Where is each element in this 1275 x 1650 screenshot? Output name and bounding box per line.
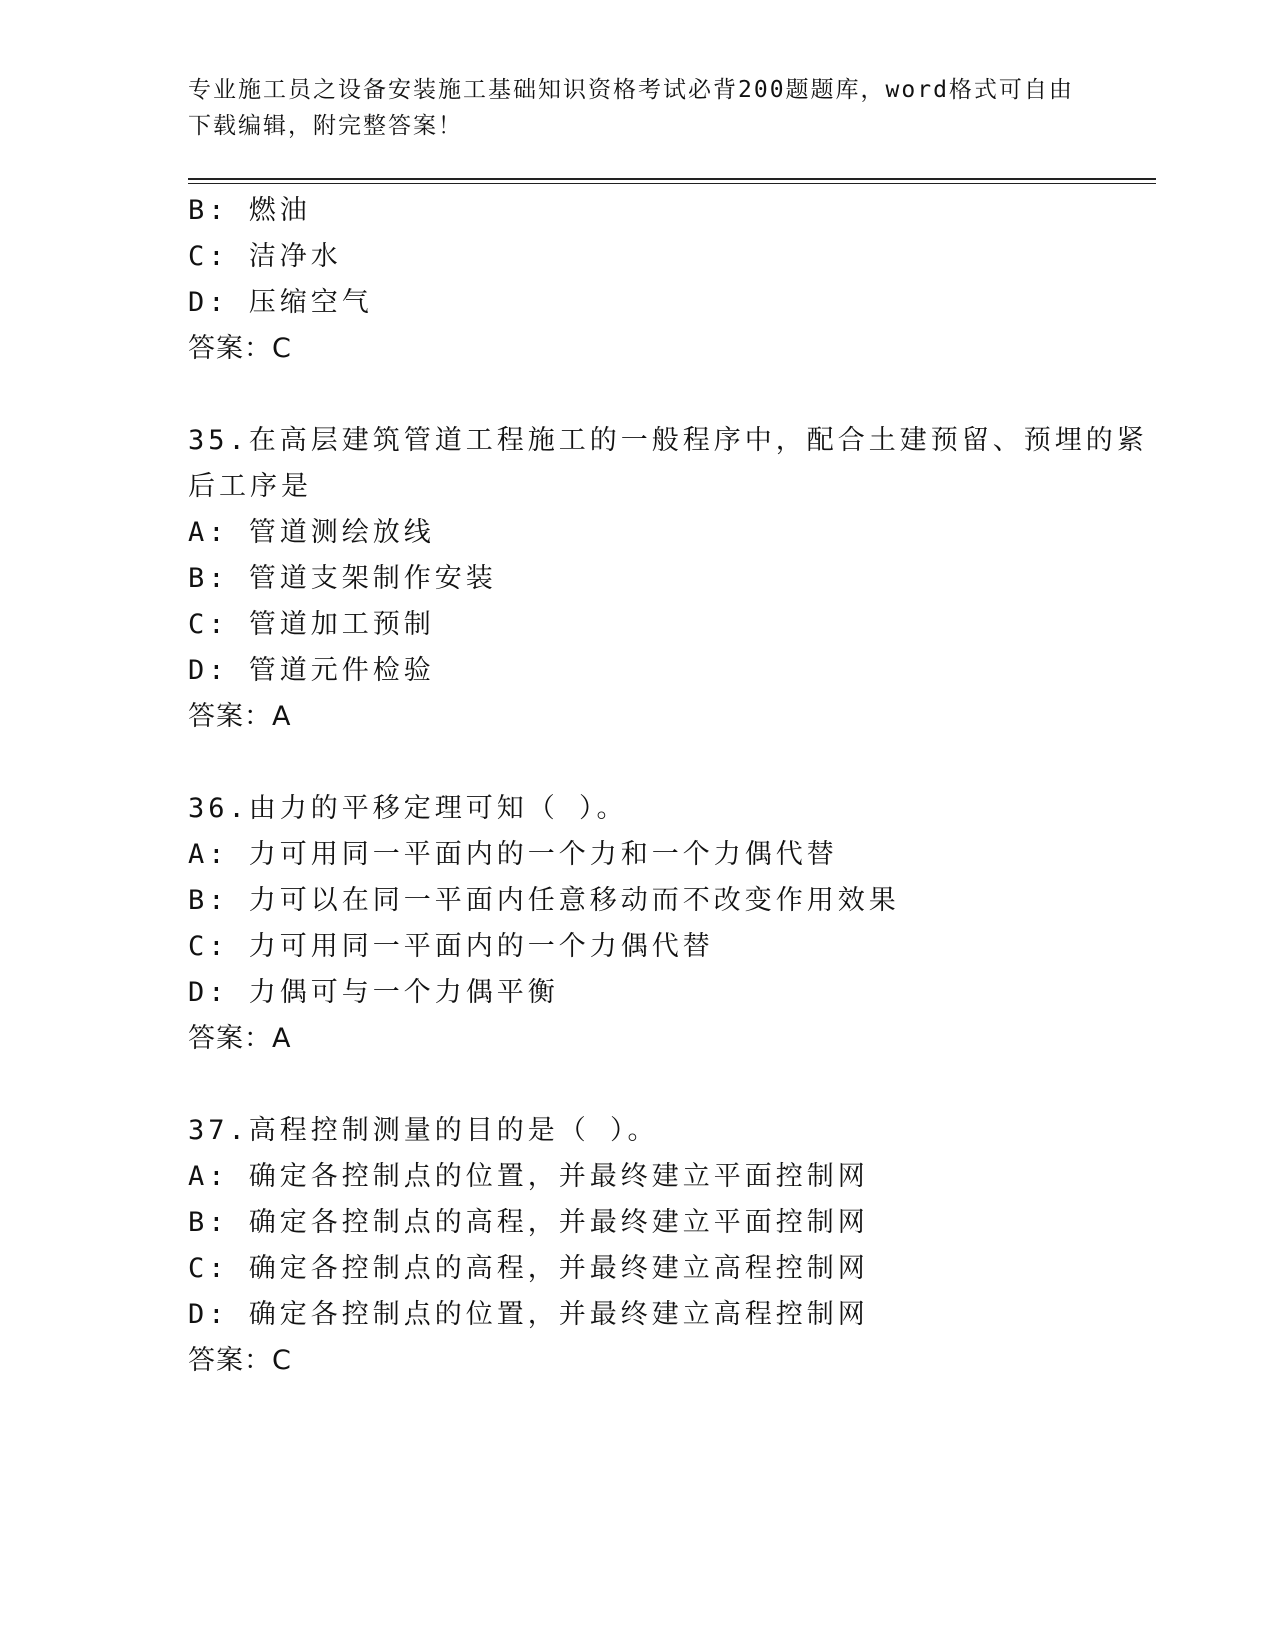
header-line-2: 下载编辑，附完整答案！	[188, 113, 463, 139]
answer-line: 答案：A	[188, 701, 292, 732]
option-b: B: 燃油	[188, 195, 311, 226]
spacer	[188, 740, 1088, 786]
option-b: B: 管道支架制作安装	[188, 563, 497, 594]
header-divider-thin	[188, 183, 1156, 184]
option-a: A: 确定各控制点的位置，并最终建立平面控制网	[188, 1161, 869, 1192]
question-stem-line-2: 后工序是	[188, 471, 312, 502]
option-c: C: 洁净水	[188, 241, 342, 272]
document-header	[188, 72, 1088, 144]
partial-question-34	[188, 188, 1088, 372]
option-b: B: 力可以在同一平面内任意移动而不改变作用效果	[188, 885, 900, 916]
spacer	[188, 372, 1088, 418]
question-36	[188, 786, 1088, 1062]
answer-line: 答案：C	[188, 333, 292, 364]
answer-line: 答案：C	[188, 1345, 292, 1376]
option-b: B: 确定各控制点的高程，并最终建立平面控制网	[188, 1207, 869, 1238]
answer-line: 答案：A	[188, 1023, 292, 1054]
option-d: D: 压缩空气	[188, 287, 373, 318]
option-d: D: 管道元件检验	[188, 655, 435, 686]
question-35	[188, 418, 1148, 740]
spacer	[188, 1062, 1088, 1108]
header-line-1: 专业施工员之设备安装施工基础知识资格考试必背200题题库，word格式可自由	[188, 77, 1074, 103]
option-c: C: 力可用同一平面内的一个力偶代替	[188, 931, 714, 962]
option-c: C: 管道加工预制	[188, 609, 435, 640]
question-stem: 36.由力的平移定理可知（ ）。	[188, 793, 628, 824]
option-d: D: 力偶可与一个力偶平衡	[188, 977, 559, 1008]
question-list	[188, 188, 1148, 1384]
question-stem: 37.高程控制测量的目的是（ ）。	[188, 1115, 659, 1146]
question-37	[188, 1108, 1088, 1384]
question-stem-line-1: 35.在高层建筑管道工程施工的一般程序中，配合土建预留、预埋的紧	[188, 425, 1148, 456]
option-d: D: 确定各控制点的位置，并最终建立高程控制网	[188, 1299, 869, 1330]
option-a: A: 管道测绘放线	[188, 517, 435, 548]
option-c: C: 确定各控制点的高程，并最终建立高程控制网	[188, 1253, 869, 1284]
option-a: A: 力可用同一平面内的一个力和一个力偶代替	[188, 839, 838, 870]
header-divider-thick	[188, 178, 1156, 180]
